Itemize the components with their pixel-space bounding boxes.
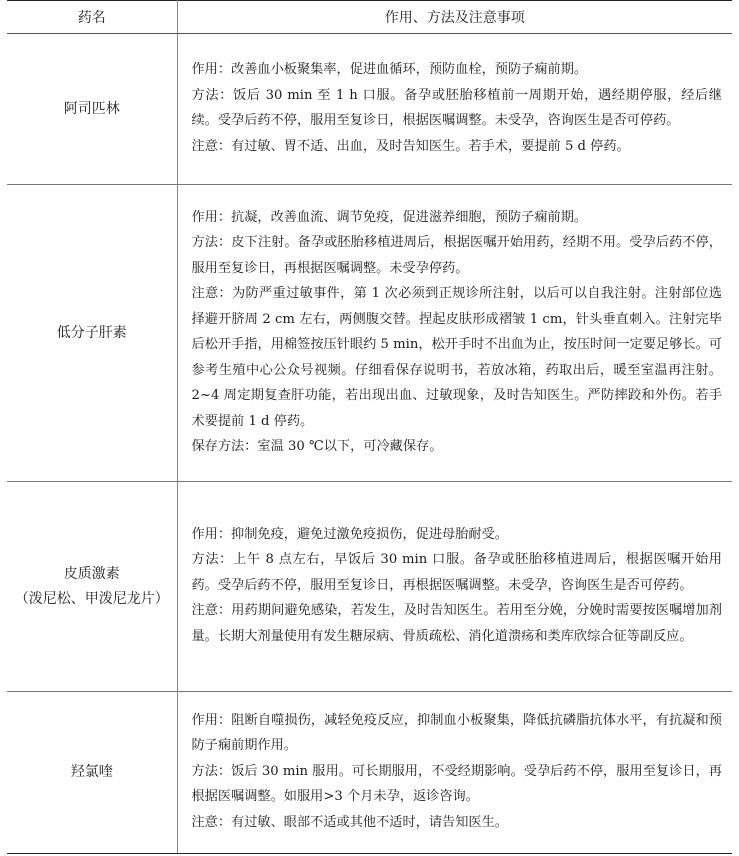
storage-text: 保存方法：室温 30 ℃以下，可冷藏保存。 bbox=[191, 439, 443, 454]
table-row-heparin bbox=[7, 185, 732, 482]
caution-text: 注意：用药期间避免感染，若发生，及时告知医生。若用至分娩，分娩时需要按医嘱增加剂量。长期大剂量使用有发生糖尿病、骨质疏松、消化道溃疡和类库欣综合征等副反应。 bbox=[191, 603, 722, 644]
drug-name-cell bbox=[7, 185, 177, 482]
method-text: 方法：饭后 30 min 至 1 h 口服。备孕或胚胎移植前一周期开始，遇经期停服，经后继续。受孕后药不停，服用至复诊日，根据医嘱调整。未受孕，咨询医生是否可停药。 bbox=[191, 87, 722, 128]
drug-name-cell bbox=[7, 34, 177, 185]
drug-name: 低分子肝素 bbox=[56, 324, 127, 341]
table-row-corticosteroid bbox=[7, 482, 732, 692]
caution-text: 注意：有过敏、眼部不适或其他不适时，请告知医生。 bbox=[191, 814, 508, 830]
effect-text: 作用：抑制免疫，避免过激免疫损伤，促进母胎耐受。 bbox=[191, 526, 508, 542]
drug-name: 皮质激素 bbox=[63, 565, 120, 582]
drug-name: 阿司匹林 bbox=[63, 100, 120, 117]
table-row-aspirin bbox=[7, 34, 732, 185]
table-row-hydroxychloroquine bbox=[7, 692, 732, 854]
header-drug-name: 药名 bbox=[7, 1, 177, 34]
header-usage: 作用、方法及注意事项 bbox=[177, 1, 732, 34]
usage-cell bbox=[177, 482, 732, 692]
usage-cell bbox=[177, 185, 732, 482]
method-text: 方法：皮下注射。备孕或胚胎移植进周后，根据医嘱开始用药，经期不用。受孕后药不停，服用至复诊日，再根据医嘱调整。未受孕停药。 bbox=[191, 235, 722, 276]
usage-cell bbox=[177, 34, 732, 185]
medication-table bbox=[7, 0, 732, 854]
effect-text: 作用：改善血小板聚集率，促进血循环，预防血栓，预防子痫前期。 bbox=[191, 62, 588, 77]
effect-text: 作用：抗凝，改善血流、调节免疫，促进滋养细胞，预防子痫前期。 bbox=[191, 209, 588, 225]
drug-name-sub: （泼尼松、甲泼尼龙片） bbox=[14, 590, 169, 607]
drug-name-cell bbox=[7, 482, 177, 692]
caution-text: 注意：为防严重过敏事件，第 1 次必须到正规诊所注射，以后可以自我注射。注射部位选择避开脐周 2 cm 左右，两侧腹交替。捏起皮肤形成褶皱 1 cm，针头垂直刺入。注射完毕后松开手指，用棉签按压针眼约 5 min，松开手时不出血为止，按压时间一定要足够长。可参考生殖中心公众号视频。仔细看保存说明书，若放冰箱，药取出后，暖至室温再注射。2~4 周定期复查肝功能，若出现出血、过敏现象，及时告知医生。严防摔跤和外伤。若手术要提前 1 d 停药。 bbox=[191, 286, 722, 429]
drug-name-cell bbox=[7, 692, 177, 854]
header-row bbox=[7, 1, 732, 34]
caution-text: 注意：有过敏、胃不适、出血，及时告知医生。若手术，要提前 5 d 停药。 bbox=[191, 138, 630, 154]
drug-name: 羟氯喹 bbox=[70, 764, 113, 780]
method-text: 方法：饭后 30 min 服用。可长期服用，不受经期影响。受孕后药不停，服用至复诊日，再根据医嘱调整。如服用>3 个月未孕，返诊咨询。 bbox=[191, 763, 722, 805]
effect-text: 作用：阻断自噬损伤，减轻免疫反应，抑制血小板聚集，降低抗磷脂抗体水平，有抗凝和预防子痫前期作用。 bbox=[191, 712, 722, 754]
method-text: 方法：上午 8 点左右，早饭后 30 min 口服。备孕或胚胎移植进周后，根据医嘱开始用药。受孕后药不停，服用至复诊日，再根据医嘱调整。未受孕，咨询医生是否可停药。 bbox=[191, 552, 722, 593]
usage-cell bbox=[177, 692, 732, 854]
